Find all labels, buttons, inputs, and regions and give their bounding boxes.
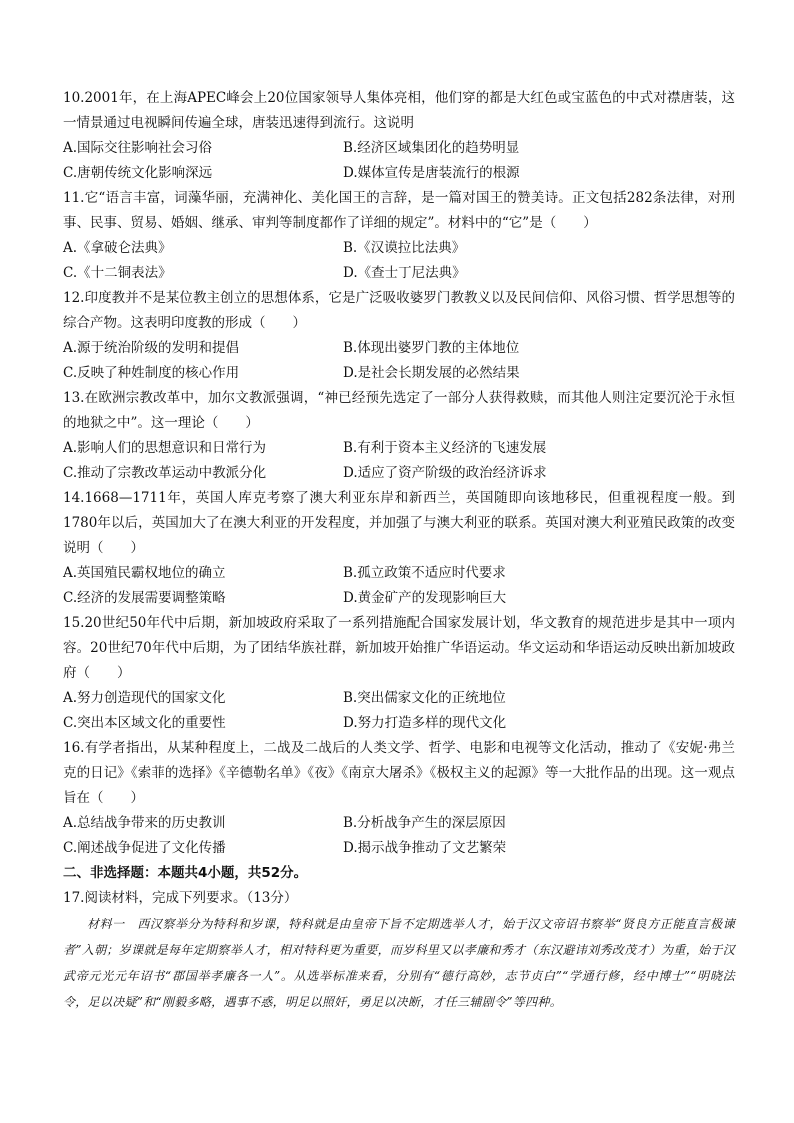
question-17	[63, 886, 735, 1015]
option-b: B.经济区域集团化的趋势明显	[343, 140, 520, 156]
option-c: C.推动了宗教改革运动中教派分化	[63, 465, 267, 481]
option-a: A.总结战争带来的历史教训	[63, 815, 226, 831]
options	[63, 136, 735, 186]
option-d: D.媒体宣传是唐装流行的根源	[343, 165, 520, 181]
option-d: D.《查士丁尼法典》	[343, 265, 466, 281]
question-stem: 12.印度教并不是某位教主创立的思想体系，它是广泛吸收婆罗门教教义以及民间信仰、风俗习惯、哲学思想等的综合产物。这表明印度教的形成（ ）	[63, 290, 735, 331]
option-c: C.唐朝传统文化影响深远	[63, 165, 213, 181]
question-stem: 15.20世纪50年代中后期，新加坡政府采取了一系列措施配合国家发展计划，华文教育的规范进步是其中一项内容。20世纪70年代中后期，为了团结华族社群，新加坡开始推广华语运动。华文运动和华语运动反映出新加坡政府（ ）	[63, 615, 735, 681]
option-a: A.《拿破仑法典》	[63, 240, 172, 256]
question-16	[63, 736, 735, 861]
question-stem: 14.1668—1711年，英国人库克考察了澳大利亚东岸和新西兰，英国随即向该地移民，但重视程度一般。到1780年以后，英国加大了在澳大利亚的开发程度，并加强了与澳大利亚的联系。英国对澳大利亚殖民政策的改变说明（ ）	[63, 490, 735, 556]
option-c: C.阐述战争促进了文化传播	[63, 840, 226, 856]
options	[63, 336, 735, 386]
option-a: A.努力创造现代的国家文化	[63, 690, 226, 706]
question-12	[63, 286, 735, 386]
question-stem: 10.2001年，在上海APEC峰会上20位国家领导人集体亮相，他们穿的都是大红色或宝蓝色的中式对襟唐装，这一情景通过电视瞬间传遍全球，唐装迅速得到流行。这说明	[63, 90, 735, 131]
option-d: D.揭示战争推动了文艺繁荣	[343, 840, 507, 856]
option-b: B.分析战争产生的深层原因	[343, 815, 506, 831]
option-c: C.经济的发展需要调整策略	[63, 590, 226, 606]
question-10	[63, 86, 735, 186]
option-b: B.孤立政策不适应时代要求	[343, 565, 506, 581]
option-d: D.适应了资产阶级的政治经济诉求	[343, 465, 547, 481]
question-stem: 17.阅读材料，完成下列要求。（13分）	[63, 890, 298, 906]
option-b: B.《汉谟拉比法典》	[343, 240, 466, 256]
option-a: A.英国殖民霸权地位的确立	[63, 565, 226, 581]
options	[63, 811, 735, 861]
option-c: C.《十二铜表法》	[63, 265, 172, 281]
material-one: 材料一 西汉察举分为特科和岁课，特科就是由皇帝下旨不定期选举人才，始于汉文帝诏书察举“贤良方正能直言极谏者”入朝；岁课就是每年定期察举人才，相对特科更为重要，而岁科里又以孝廉和秀才（东汉避讳刘秀改茂才）为重，始于汉武帝元光元年诏书“郡国举孝廉各一人”。从选举标准来看，分别有“德行高妙，志节贞白”“学通行修，经中博士”“明晓法令，足以决疑”和“刚毅多略，遇事不惑，明足以照奸，勇足以决断，才任三辅剧令”等四种。	[63, 917, 735, 1009]
option-d: D.努力打造多样的现代文化	[343, 715, 507, 731]
options	[63, 436, 735, 486]
option-a: A.国际交往影响社会习俗	[63, 140, 213, 156]
question-stem: 13.在欧洲宗教改革中，加尔文教派强调，“神已经预先选定了一部分人获得救赎，而其他人则注定要沉沦于永恒的地狱之中”。这一理论（ ）	[63, 390, 735, 431]
options	[63, 236, 735, 286]
question-stem: 11.它“语言丰富，词藻华丽，充满神化、美化国王的言辞，是一篇对国王的赞美诗。正文包括282条法律，对刑事、民事、贸易、婚姻、继承、审判等制度都作了详细的规定”。材料中的“它”是（ ）	[63, 190, 735, 231]
option-b: B.体现出婆罗门教的主体地位	[343, 340, 520, 356]
option-b: B.突出儒家文化的正统地位	[343, 690, 506, 706]
options	[63, 561, 735, 611]
option-b: B.有利于资本主义经济的飞速发展	[343, 440, 547, 456]
option-a: A.影响人们的思想意识和日常行为	[63, 440, 267, 456]
option-a: A.源于统治阶级的发明和提倡	[63, 340, 240, 356]
question-11	[63, 186, 735, 286]
question-15	[63, 611, 735, 736]
option-d: D.黄金矿产的发现影响巨大	[343, 590, 507, 606]
question-14	[63, 486, 735, 611]
option-c: C.反映了种姓制度的核心作用	[63, 365, 240, 381]
option-c: C.突出本区域文化的重要性	[63, 715, 226, 731]
options	[63, 686, 735, 736]
page-content	[63, 86, 735, 1015]
question-stem: 16.有学者指出，从某种程度上，二战及二战后的人类文学、哲学、电影和电视等文化活动，推动了《安妮·弗兰克的日记》《索菲的选择》《辛德勒名单》《夜》《南京大屠杀》《极权主义的起源》等一大批作品的出现。这一观点旨在（ ）	[63, 740, 735, 806]
option-d: D.是社会长期发展的必然结果	[343, 365, 520, 381]
section-heading: 二、非选择题：本题共4小题，共52分。	[63, 865, 308, 881]
question-13	[63, 386, 735, 486]
